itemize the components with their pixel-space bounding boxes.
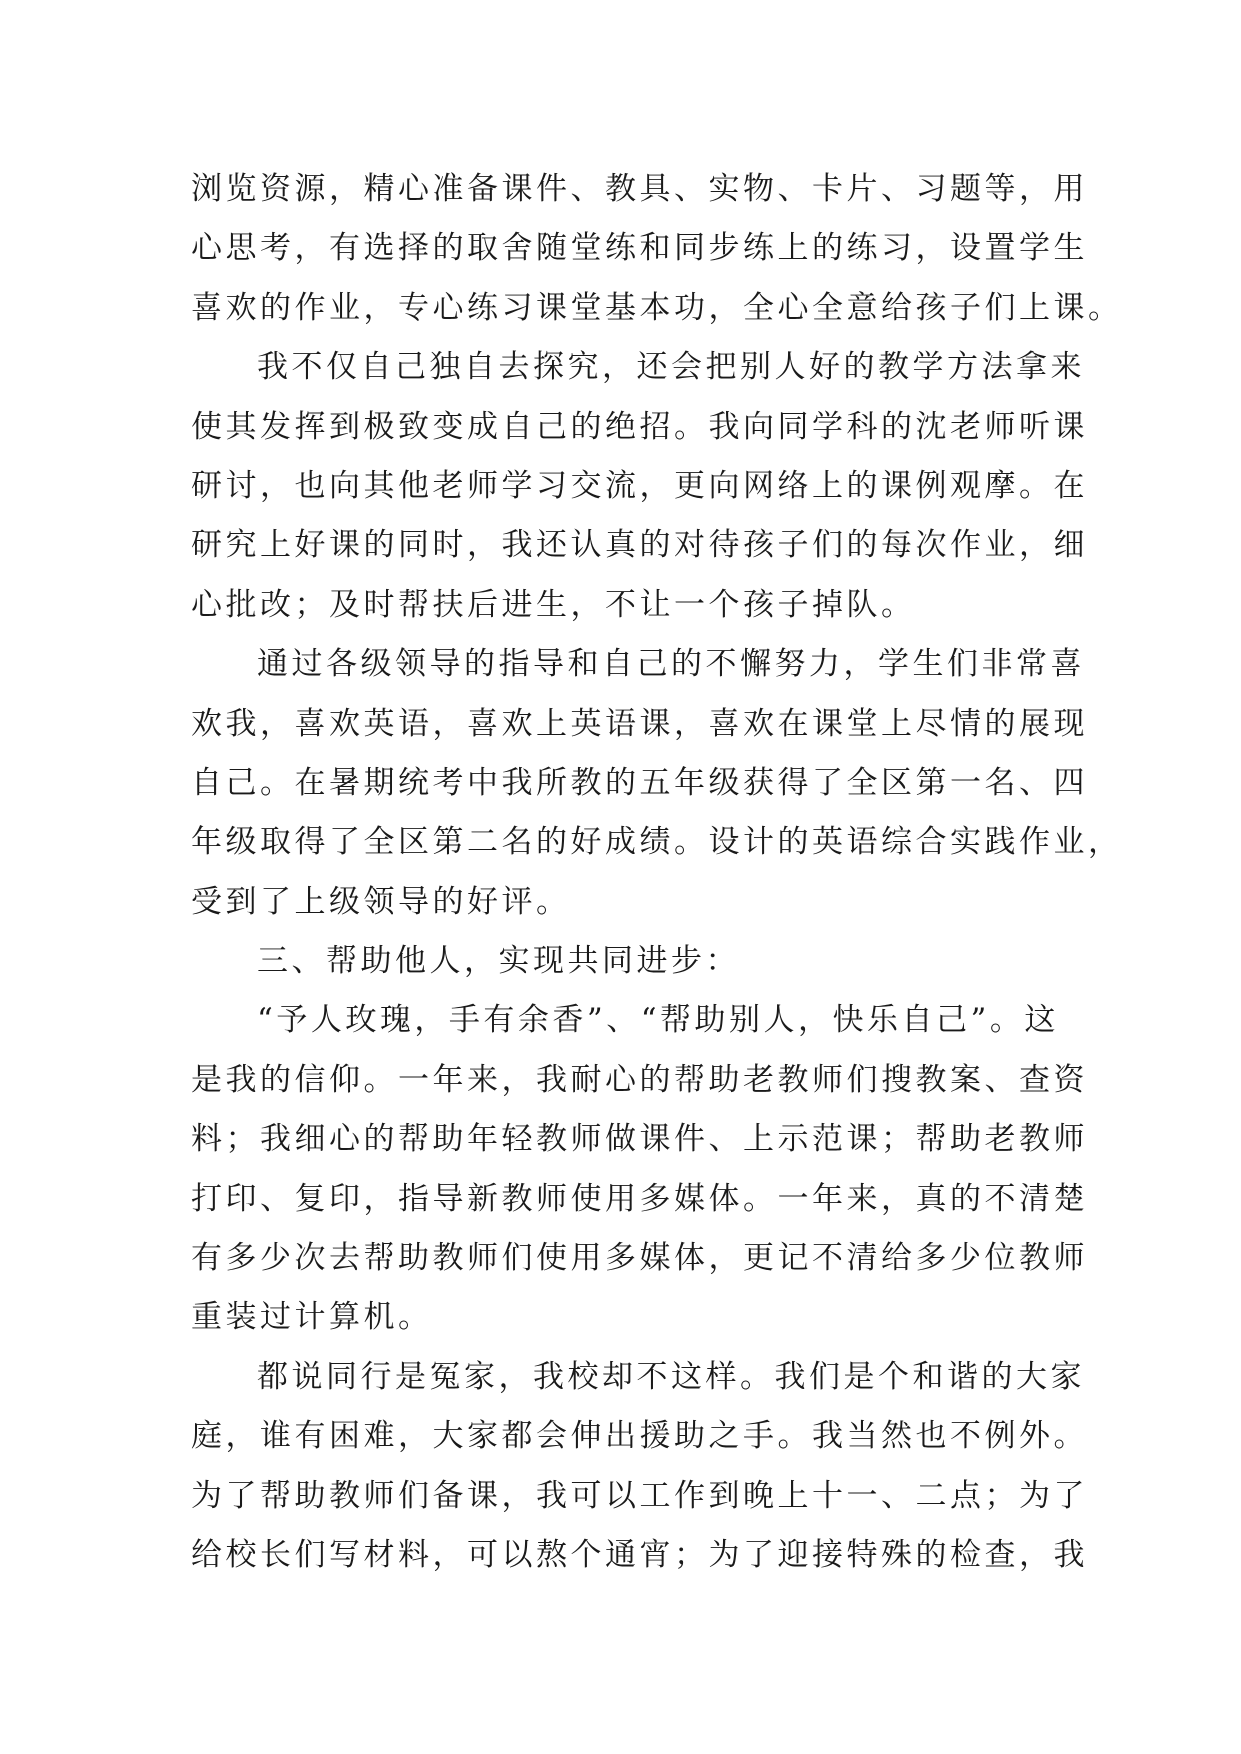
text-line: 通过各级领导的指导和自己的不懈努力，学生们非常喜 [257,646,1085,683]
text-line: 心思考，有选择的取舍随堂练和同步练上的练习，设置学生 [191,230,1088,267]
text-line: 心批改；及时帮扶后进生，不让一个孩子掉队。 [191,586,916,623]
text-line: 都说同行是冤家，我校却不这样。我们是个和谐的大家 [257,1358,1085,1395]
text-line: “予人玫瑰，手有余香”、“帮助别人，快乐自己”。这 [257,1002,1059,1039]
body-text [191,160,1123,1585]
text-line: 浏览资源，精心准备课件、教具、实物、卡片、习题等，用 [191,171,1088,207]
text-line: 有多少次去帮助教师们使用多媒体，更记不清给多少位教师 [191,1240,1088,1277]
text-line: 是我的信仰。一年来，我耐心的帮助老教师们搜教案、查资 [191,1061,1088,1098]
text-line: 自己。在暑期统考中我所教的五年级获得了全区第一名、四 [191,764,1088,801]
text-line: 重装过计算机。 [191,1299,433,1336]
text-line: 受到了上级领导的好评。 [191,883,571,920]
text-line: 研究上好课的同时，我还认真的对待孩子们的每次作业，细 [191,527,1088,564]
text-line: 料；我细心的帮助年轻教师做课件、上示范课；帮助老教师 [191,1121,1088,1158]
text-line: 我不仅自己独自去探究，还会把别人好的教学方法拿来 [257,349,1085,386]
text-line: 使其发挥到极致变成自己的绝招。我向同学科的沈老师听课 [191,408,1088,445]
text-line: 给校长们写材料，可以熬个通宵；为了迎接特殊的检查，我 [191,1536,1088,1573]
text-line: 庭，谁有困难，大家都会伸出援助之手。我当然也不例外。 [191,1418,1088,1455]
text-line: 为了帮助教师们备课，我可以工作到晚上十一、二点；为了 [191,1477,1088,1514]
text-line: 喜欢的作业，专心练习课堂基本功，全心全意给孩子们上课。 [191,289,1123,326]
text-line: 打印、复印，指导新教师使用多媒体。一年来，真的不清楚 [191,1180,1088,1217]
text-line: 研讨，也向其他老师学习交流，更向网络上的课例观摩。在 [191,467,1088,504]
text-line: 欢我，喜欢英语，喜欢上英语课，喜欢在课堂上尽情的展现 [191,705,1088,742]
text-line: 年级取得了全区第二名的好成绩。设计的英语综合实践作业， [191,824,1123,861]
text-line: 三、帮助他人，实现共同进步： [257,943,740,980]
